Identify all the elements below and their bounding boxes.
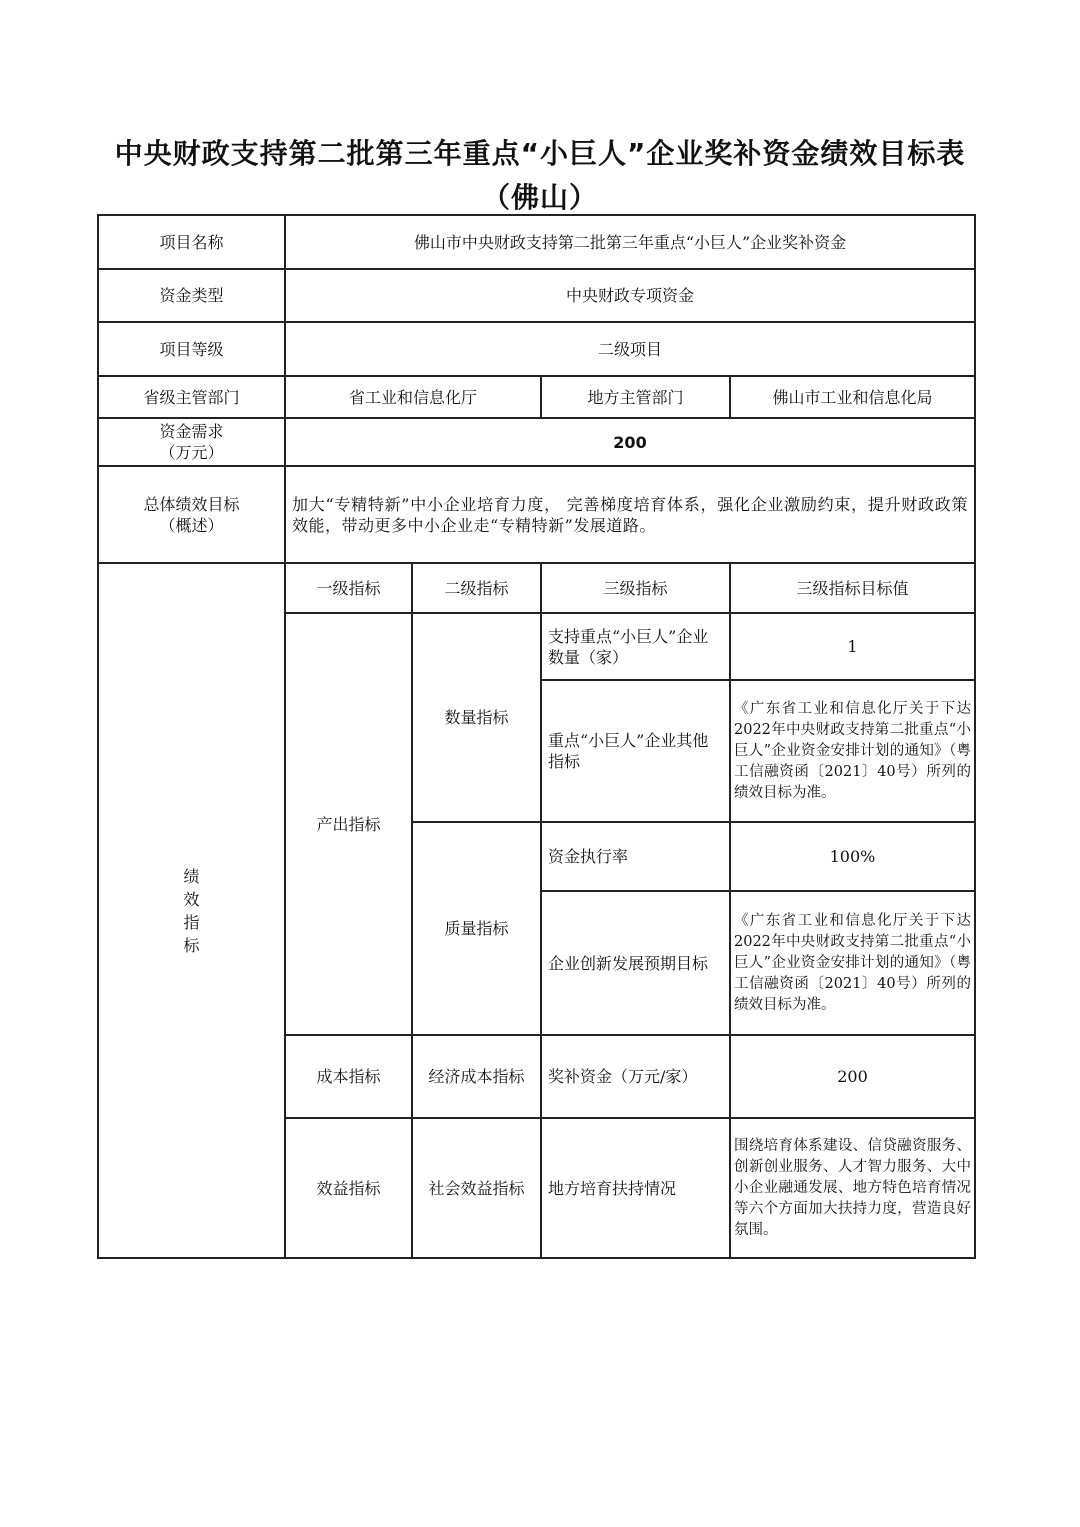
fund-demand-label-line1: 资金需求 xyxy=(159,422,224,441)
overall-goal-value: 加大“专精特新”中小企业培育力度， 完善梯度培育体系，强化企业激励约束，提升财政政策效能，带动更多中小企业走“专精特新”发展道路。 xyxy=(285,466,975,563)
local-dept-value: 佛山市工业和信息化局 xyxy=(730,376,975,418)
overall-goal-label-line1: 总体绩效目标 xyxy=(143,494,240,514)
quantity-indicator-label: 数量指标 xyxy=(412,613,541,822)
project-level-label: 项目等级 xyxy=(98,322,285,376)
output-indicator-label: 产出指标 xyxy=(285,613,412,1035)
local-dept-label: 地方主管部门 xyxy=(541,376,730,418)
performance-indicators-text: 绩效指标 xyxy=(183,866,200,955)
level3-indicator: 支持重点“小巨人”企业数量（家） xyxy=(541,613,730,680)
cost-indicator-label: 成本指标 xyxy=(285,1035,412,1118)
page-title: 中央财政支持第二批第三年重点“小巨人”企业奖补资金绩效目标表（佛山） xyxy=(114,137,966,214)
header-level3: 三级指标 xyxy=(541,563,730,613)
table-row xyxy=(98,215,975,269)
level3-indicator: 奖补资金（万元/家） xyxy=(541,1035,730,1118)
target-value: 《广东省工业和信息化厅关于下达2022年中央财政支持第二批重点“小巨人”企业资金安排计划的通知》（粤工信融资函〔2021〕40号）所列的绩效目标为准。 xyxy=(730,891,975,1035)
target-value: 围绕培育体系建设、信贷融资服务、创新创业服务、人才智力服务、大中小企业融通发展、地方特色培育情况等六个方面加大扶持力度，营造良好氛围。 xyxy=(730,1118,975,1258)
fund-type-label: 资金类型 xyxy=(98,269,285,322)
overall-goal-label-line2: （概述） xyxy=(159,515,224,535)
table-row xyxy=(98,376,975,418)
level3-indicator: 重点“小巨人”企业其他指标 xyxy=(541,680,730,822)
level3-indicator: 资金执行率 xyxy=(541,822,730,891)
table-row xyxy=(98,563,975,613)
provincial-dept-value: 省工业和信息化厅 xyxy=(285,376,541,418)
project-name-label: 项目名称 xyxy=(98,215,285,269)
target-value: 《广东省工业和信息化厅关于下达2022年中央财政支持第二批重点“小巨人”企业资金安排计划的通知》（粤工信融资函〔2021〕40号）所列的绩效目标为准。 xyxy=(730,680,975,822)
project-level-value: 二级项目 xyxy=(285,322,975,376)
target-value: 100% xyxy=(730,822,975,891)
performance-indicators-label xyxy=(98,563,285,1258)
table-row xyxy=(98,418,975,466)
header-level1: 一级指标 xyxy=(285,563,412,613)
target-value: 1 xyxy=(730,613,975,680)
target-value: 200 xyxy=(730,1035,975,1118)
table-row xyxy=(98,269,975,322)
performance-target-table xyxy=(97,214,976,1259)
header-level2: 二级指标 xyxy=(412,563,541,613)
table-row xyxy=(98,466,975,563)
fund-demand-label xyxy=(98,418,285,466)
level3-indicator: 企业创新发展预期目标 xyxy=(541,891,730,1035)
level2-indicator: 社会效益指标 xyxy=(412,1118,541,1258)
fund-demand-label-line2: （万元） xyxy=(159,443,224,462)
header-target: 三级指标目标值 xyxy=(730,563,975,613)
quality-indicator-label: 质量指标 xyxy=(412,822,541,1035)
overall-goal-label xyxy=(98,466,285,563)
benefit-indicator-label: 效益指标 xyxy=(285,1118,412,1258)
project-name-value: 佛山市中央财政支持第二批第三年重点“小巨人”企业奖补资金 xyxy=(285,215,975,269)
level2-indicator: 经济成本指标 xyxy=(412,1035,541,1118)
provincial-dept-label: 省级主管部门 xyxy=(98,376,285,418)
fund-demand-value: 200 xyxy=(285,418,975,466)
level3-indicator: 地方培育扶持情况 xyxy=(541,1118,730,1258)
fund-type-value: 中央财政专项资金 xyxy=(285,269,975,322)
table-row xyxy=(98,322,975,376)
